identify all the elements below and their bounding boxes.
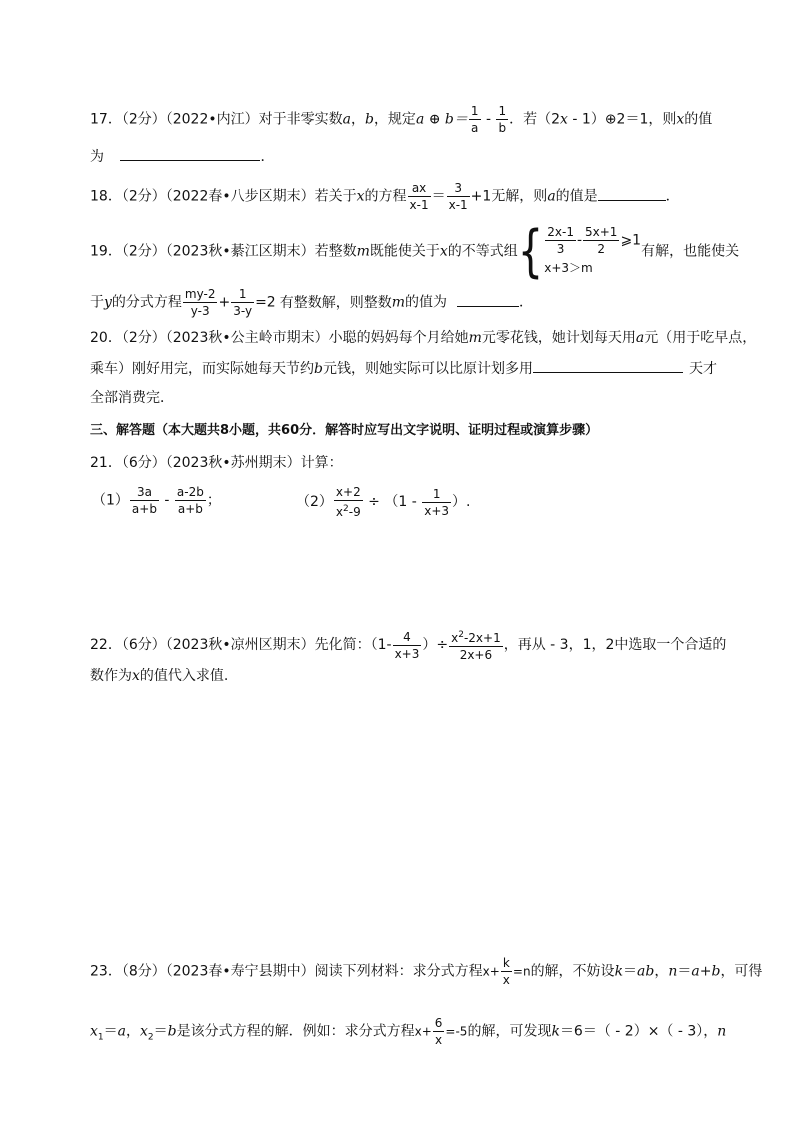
q23-l2-a: a bbox=[117, 1023, 126, 1040]
q18-f1-num: ax bbox=[411, 181, 427, 195]
q22-frac2 bbox=[449, 627, 503, 663]
q22-f2-num-post: -2x+1 bbox=[463, 631, 501, 645]
q22-var-x: x bbox=[132, 668, 140, 684]
q18-prefix: 18．（2分）（2022春•八步区期末）若关于 bbox=[90, 188, 357, 205]
q19-eq-frac2 bbox=[231, 286, 254, 319]
q18-fraction-2 bbox=[447, 180, 470, 213]
q21-p2f1-den-pre: x bbox=[335, 505, 344, 519]
q17-var-x2: x bbox=[676, 111, 685, 128]
q17-f1-num: 1 bbox=[470, 104, 479, 118]
q21-p2f1-num: x+2 bbox=[335, 485, 361, 499]
q23-l2-sub1: 1 bbox=[97, 1032, 104, 1043]
q19-line2b: 的分式方程 bbox=[111, 294, 182, 311]
q23-l2f: ＝6＝（ - 2）×（ - 3）， bbox=[559, 1023, 718, 1040]
q22-f1-num: 4 bbox=[403, 629, 411, 644]
q20-l2b: 元钱，则她实际可以比原计划多用 bbox=[322, 361, 533, 377]
q17-var-b: b bbox=[364, 111, 374, 128]
q22-f2-num-sup: 2 bbox=[458, 630, 464, 640]
q20-answer-blank[interactable] bbox=[533, 358, 683, 373]
q23-l2e: 的解，可发现 bbox=[467, 1023, 552, 1040]
q22-prefix: 22．（6分）（2023秋•凉州区期末）先化简：（1- bbox=[90, 637, 392, 653]
q20-l2a: 乘车）刚好用完，而实际她每天节约 bbox=[90, 361, 314, 377]
q18-mid: 的方程 bbox=[364, 188, 407, 205]
q22-f1-den: x+3 bbox=[394, 646, 420, 661]
q21-p1f2-num: a-2b bbox=[176, 485, 204, 499]
q17-f2-den: b bbox=[496, 119, 508, 136]
q21-p1f1-num: 3a bbox=[136, 485, 152, 499]
q17-end: ． bbox=[260, 149, 275, 165]
q23-l2c: ＝ bbox=[153, 1023, 168, 1040]
q19-prefix: 19．（2分）（2023秋•綦江区期末）若整数 bbox=[90, 243, 357, 260]
question-23-line2 bbox=[90, 1015, 726, 1048]
q17-var-a: a bbox=[342, 111, 351, 128]
q19-tail: 有解，也能使关 bbox=[641, 243, 740, 260]
q21-p1-frac1 bbox=[130, 484, 159, 517]
q20-l1c: 元（用于吃早点， bbox=[644, 330, 757, 346]
q23-l2-frac bbox=[433, 1015, 445, 1048]
q18-answer-blank[interactable] bbox=[598, 186, 666, 201]
question-20-line3 bbox=[90, 388, 174, 408]
q19-f1-num: my-2 bbox=[184, 287, 216, 301]
q19-var-m: m bbox=[356, 243, 370, 260]
q23-prefix: 23．（8分）（2023春•寿宁县期中）阅读下列材料：求分式方程 bbox=[90, 963, 483, 980]
q19-f2-num: 1 bbox=[238, 287, 247, 301]
q20-var-a: a bbox=[635, 330, 645, 346]
question-22-line2 bbox=[90, 666, 228, 686]
q19-r1a-num: 2x-1 bbox=[547, 225, 574, 239]
q19-r1b-den: 2 bbox=[583, 240, 619, 257]
q19-answer-blank[interactable] bbox=[457, 292, 519, 307]
q23-f-num: k bbox=[502, 956, 510, 970]
q23-l2-k: k bbox=[551, 1023, 560, 1040]
q19-inequality-system bbox=[544, 224, 641, 279]
question-23-line1 bbox=[90, 955, 762, 988]
q23-var-apb: a+b bbox=[691, 963, 721, 980]
q17-line2-label: 为 bbox=[90, 149, 104, 165]
q23-f-den: x bbox=[502, 973, 510, 987]
q17-after3: 的值 bbox=[684, 111, 713, 128]
q22-f2-den: 2x+6 bbox=[449, 646, 503, 663]
q17-after2: - 1）⊕2＝1，则 bbox=[567, 111, 677, 128]
q23-eq: =n bbox=[512, 964, 531, 979]
q23-var-ab: ab bbox=[637, 963, 655, 980]
q23-mid: 的解，不妨设 bbox=[530, 963, 615, 980]
q23-l2-x1: x bbox=[90, 1023, 98, 1040]
q19-r1-frac2 bbox=[583, 224, 619, 257]
q21-p2f1-den bbox=[334, 500, 363, 520]
q19-ineq-row1 bbox=[544, 224, 641, 257]
q21-p2-frac1 bbox=[334, 484, 363, 520]
q19-r1-end: ⩾1 bbox=[620, 232, 642, 249]
q18-mid3: 的值是 bbox=[555, 188, 598, 205]
q22-f2-num-pre: x bbox=[451, 631, 459, 645]
q19-r1-frac1 bbox=[545, 224, 576, 257]
question-17-line1 bbox=[90, 103, 712, 136]
q18-plus: +1 bbox=[470, 188, 492, 205]
q23-l2-f-num: 6 bbox=[434, 1016, 443, 1030]
q21-p2f2-den: x+3 bbox=[424, 503, 450, 518]
q23-l2d: 是该分式方程的解．例如：求分式方程 bbox=[176, 1023, 415, 1040]
q21-p1-label: （1） bbox=[92, 492, 129, 509]
question-19-line1 bbox=[90, 219, 740, 284]
q22-f2-num bbox=[449, 627, 503, 646]
q23-l2b: ， bbox=[126, 1023, 140, 1040]
q22-tail: ，再从 - 3，1，2中选取一个合适的 bbox=[503, 637, 727, 653]
q21-p2f2-num: 1 bbox=[432, 486, 441, 501]
q21-p2-label: （2） bbox=[296, 494, 333, 510]
q23-l2-b: b bbox=[167, 1023, 177, 1040]
q18-end: ． bbox=[665, 188, 680, 205]
q17-var-x: x bbox=[560, 111, 568, 128]
q17-f2-num: 1 bbox=[498, 104, 507, 118]
question-19-line2 bbox=[90, 286, 533, 319]
q17-minus: - bbox=[481, 111, 496, 128]
question-17-line2 bbox=[90, 146, 274, 167]
question-20-line1 bbox=[90, 328, 756, 348]
q20-l1b: 元零花钱，她计划每天用 bbox=[481, 330, 636, 346]
q19-f2-den: 3-y bbox=[233, 304, 253, 318]
q19-end: ． bbox=[518, 294, 533, 311]
q18-eq: ＝ bbox=[431, 188, 446, 205]
q23-l2-sub2: 2 bbox=[147, 1032, 154, 1043]
q23-var-n: n bbox=[668, 963, 678, 980]
q19-ineq-row2: x+3＞m bbox=[544, 261, 593, 275]
q19-var-m2: m bbox=[391, 294, 405, 311]
q17-expr: a ⊕ b＝ bbox=[415, 111, 468, 128]
q21-p1-frac2 bbox=[175, 484, 206, 517]
q22-l2b: 的值代入求值. bbox=[139, 668, 229, 684]
q23-tail: ，可得 bbox=[720, 963, 763, 980]
q23-frac bbox=[501, 955, 512, 988]
question-21-part2 bbox=[296, 484, 470, 520]
q21-p1-end: ； bbox=[206, 492, 221, 509]
q20-var-m: m bbox=[468, 330, 482, 346]
q19-eq-frac1 bbox=[183, 286, 218, 319]
q19-f1-den: y-3 bbox=[183, 302, 218, 319]
q23-l2-eq: =-5 bbox=[445, 1024, 468, 1039]
q23-l2-f-den: x bbox=[433, 1031, 445, 1048]
q19-line2d: 的值为 bbox=[404, 294, 447, 311]
q18-var-a: a bbox=[547, 188, 556, 205]
q19-var-x: x bbox=[439, 243, 448, 260]
q21-prefix: 21．（6分）（2023秋•苏州期末）计算： bbox=[90, 455, 343, 471]
q23-sep: ， bbox=[654, 963, 669, 980]
q23-mid3: ＝ bbox=[677, 963, 692, 980]
q18-fraction-1 bbox=[408, 180, 431, 213]
q17-rule: ，规定 bbox=[373, 111, 416, 128]
q18-mid2: 无解，则 bbox=[491, 188, 548, 205]
q19-eq: =2 bbox=[255, 294, 276, 311]
q19-mid2: 的不等式组 bbox=[447, 243, 518, 260]
q17-fraction-1 bbox=[469, 103, 481, 136]
q21-p2-div: ÷ （1 - bbox=[363, 494, 422, 510]
q21-p1f2-den: a+b bbox=[175, 500, 206, 517]
q20-var-b: b bbox=[314, 361, 323, 377]
q21-p2f1-den-post: -9 bbox=[348, 505, 361, 519]
q23-l2-x2: x bbox=[140, 1023, 148, 1040]
q21-p2f1-den-sup: 2 bbox=[343, 504, 349, 514]
q22-l2a: 数作为 bbox=[90, 668, 132, 684]
q17-prefix: 17．（2分）（2022•内江）对于非零实数 bbox=[90, 111, 343, 128]
q21-p2-frac2 bbox=[422, 486, 451, 519]
q23-var-k: k bbox=[614, 963, 624, 980]
q20-l3: 全部消费完． bbox=[90, 390, 174, 406]
q17-fraction-2 bbox=[496, 103, 508, 136]
question-20-line2 bbox=[90, 358, 717, 379]
q21-p2-end: ）. bbox=[452, 494, 471, 510]
q17-comma: ， bbox=[350, 111, 365, 128]
section-3-heading: 三、解答题（本大题共8小题，共60分．解答时应写出文字说明、证明过程或演算步骤） bbox=[90, 423, 599, 438]
q17-after: ．若（2 bbox=[509, 111, 561, 128]
q23-var-x: x bbox=[482, 964, 490, 979]
question-18 bbox=[90, 180, 680, 213]
q18-f2-den: x-1 bbox=[448, 198, 468, 212]
q19-brace: { bbox=[517, 219, 544, 284]
q18-var-x: x bbox=[356, 188, 365, 205]
q19-plus: + bbox=[218, 294, 231, 311]
q20-l2c: 天才 bbox=[688, 361, 717, 377]
q22-mid: ）÷ bbox=[422, 637, 449, 653]
q19-line2c: 有整数解，则整数 bbox=[279, 294, 392, 311]
q22-frac1 bbox=[393, 629, 422, 662]
q23-l2-n: n bbox=[717, 1023, 727, 1040]
q19-r1a-den: 3 bbox=[545, 240, 576, 257]
question-22-line1 bbox=[90, 627, 726, 663]
q23-plus: + bbox=[489, 964, 500, 979]
q23-l2a: ＝ bbox=[103, 1023, 118, 1040]
q17-f1-den: a bbox=[469, 119, 481, 136]
q21-p1f1-den: a+b bbox=[131, 502, 157, 516]
q23-mid2: ＝ bbox=[623, 963, 638, 980]
question-21 bbox=[90, 453, 343, 473]
q19-r1-minus: - bbox=[576, 232, 583, 249]
q20-l1a: 20．（2分）（2023秋•公主岭市期末）小聪的妈妈每个月给她 bbox=[90, 330, 469, 346]
q18-f1-den: x-1 bbox=[409, 198, 429, 212]
q23-l2-x: x bbox=[414, 1024, 422, 1039]
q19-line2a: 于 bbox=[90, 294, 104, 311]
question-21-part1 bbox=[92, 484, 221, 517]
q23-l2-plus: + bbox=[421, 1024, 432, 1039]
q19-var-y: y bbox=[104, 294, 112, 311]
q19-mid: 既能使关于 bbox=[369, 243, 440, 260]
q18-f2-num: 3 bbox=[454, 181, 462, 195]
q19-r1b-num: 5x+1 bbox=[585, 225, 618, 239]
q17-answer-blank[interactable] bbox=[120, 146, 260, 161]
q21-p1-minus: - bbox=[159, 492, 174, 509]
